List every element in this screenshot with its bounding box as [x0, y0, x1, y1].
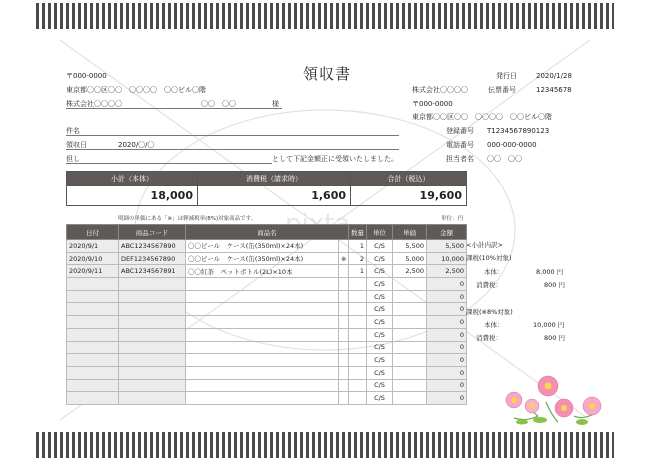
slip-number-label: 伝票番号	[488, 86, 516, 94]
issue-date-label: 発行日	[496, 72, 517, 80]
summary-10-body-label: 本体：	[484, 268, 504, 276]
col-name: 商品名	[186, 225, 349, 240]
subject-label: 件名	[66, 127, 80, 135]
proviso-underline	[66, 163, 272, 164]
subject-underline	[66, 135, 399, 136]
table-row	[67, 278, 467, 291]
table-cell	[186, 354, 339, 367]
received-text: として下記金額正に受領いたしました。	[272, 155, 398, 163]
table-cell: C/S	[367, 290, 393, 303]
table-cell	[186, 379, 339, 392]
table-cell: C/S	[367, 379, 393, 392]
table-cell: ※	[339, 252, 349, 265]
col-date: 日付	[67, 225, 119, 240]
table-cell	[119, 303, 186, 316]
summary-heading: <小計内訳>	[466, 241, 503, 249]
proviso-label: 但し	[66, 155, 80, 163]
table-cell: 0	[427, 366, 467, 379]
table-cell: 2020/9/1	[67, 240, 119, 253]
summary-8-body: 10,000 円	[533, 321, 565, 329]
receipt-date-label: 領収日	[66, 141, 87, 149]
table-cell	[393, 366, 427, 379]
table-cell	[339, 265, 349, 278]
table-cell	[67, 278, 119, 291]
recipient-address: 東京都〇〇区〇〇 〇〇〇〇 〇〇ビル〇階	[66, 86, 206, 94]
table-cell	[67, 328, 119, 341]
table-cell	[339, 316, 349, 329]
registration-number: T1234567890123	[487, 127, 550, 135]
recipient-underline	[66, 108, 282, 109]
table-cell: ABC1234567890	[119, 240, 186, 253]
table-cell	[186, 341, 339, 354]
recipient-honorific: 様	[272, 100, 279, 108]
table-cell	[67, 366, 119, 379]
registration-label: 登録番号	[446, 127, 474, 135]
table-cell: C/S	[367, 392, 393, 405]
table-cell	[339, 341, 349, 354]
table-row	[67, 341, 467, 354]
table-cell: C/S	[367, 265, 393, 278]
table-cell	[119, 392, 186, 405]
table-cell	[119, 278, 186, 291]
table-cell	[186, 303, 339, 316]
table-row	[67, 379, 467, 392]
table-cell: 0	[427, 328, 467, 341]
table-cell	[349, 328, 367, 341]
slip-number: 12345678	[536, 86, 572, 94]
summary-8-body-label: 本体：	[484, 321, 504, 329]
table-cell: 〇〇ビール ケース(缶(350ml)×24本)	[186, 240, 339, 253]
table-cell	[119, 354, 186, 367]
table-cell: C/S	[367, 354, 393, 367]
table-cell: DEF1234567890	[119, 252, 186, 265]
table-cell	[67, 290, 119, 303]
table-cell	[119, 290, 186, 303]
recipient-person: 〇〇 〇〇	[201, 100, 236, 108]
table-cell	[119, 316, 186, 329]
top-stripe-band	[36, 3, 614, 29]
table-cell: 0	[427, 379, 467, 392]
table-cell: C/S	[367, 341, 393, 354]
items-table	[66, 224, 467, 405]
summary-8-heading: 課税(※8%対象)	[466, 308, 513, 316]
table-cell	[339, 379, 349, 392]
table-cell	[339, 278, 349, 291]
table-cell	[393, 392, 427, 405]
table-cell: 0	[427, 303, 467, 316]
table-cell	[186, 392, 339, 405]
table-row	[67, 265, 467, 278]
table-cell	[349, 316, 367, 329]
table-cell: 〇〇紅茶 ペットボトル(2L)×10本	[186, 265, 339, 278]
table-cell: 10,000	[427, 252, 467, 265]
table-cell: 2020/9/11	[67, 265, 119, 278]
totals-table	[66, 171, 467, 206]
col-price: 単価	[393, 225, 427, 240]
table-row	[67, 252, 467, 265]
staff-name: 〇〇 〇〇	[487, 155, 522, 163]
table-cell: C/S	[367, 278, 393, 291]
table-cell: 0	[427, 341, 467, 354]
table-cell	[186, 278, 339, 291]
table-cell	[119, 366, 186, 379]
summary-8-tax-label: 消費税：	[476, 334, 502, 342]
table-cell: 0	[427, 354, 467, 367]
table-cell	[67, 392, 119, 405]
table-cell: 2,500	[393, 265, 427, 278]
bottom-stripe-band	[36, 432, 614, 458]
table-cell: 0	[427, 290, 467, 303]
table-cell: ABC1234567891	[119, 265, 186, 278]
table-cell	[339, 290, 349, 303]
issuer-postal: 〒000-0000	[412, 100, 453, 108]
table-cell	[67, 354, 119, 367]
table-cell	[339, 366, 349, 379]
table-row	[67, 328, 467, 341]
table-row	[67, 366, 467, 379]
table-cell: 5,500	[393, 240, 427, 253]
phone-label: 電話番号	[446, 141, 474, 149]
tax-header: 消費税（請求時）	[198, 172, 351, 186]
table-cell: 2,500	[427, 265, 467, 278]
table-row	[67, 316, 467, 329]
table-cell	[393, 303, 427, 316]
table-cell: C/S	[367, 366, 393, 379]
table-row	[67, 290, 467, 303]
table-row	[67, 392, 467, 405]
table-cell	[349, 354, 367, 367]
table-cell	[393, 290, 427, 303]
table-cell: C/S	[367, 303, 393, 316]
table-cell: C/S	[367, 316, 393, 329]
table-cell	[186, 290, 339, 303]
table-cell	[186, 328, 339, 341]
receipt-date-underline	[66, 149, 399, 150]
table-cell	[393, 354, 427, 367]
table-cell	[119, 379, 186, 392]
table-cell	[339, 354, 349, 367]
table-cell: 0	[427, 278, 467, 291]
grand-total-header: 合計（税込）	[351, 172, 467, 186]
table-row	[67, 354, 467, 367]
table-cell: 0	[427, 316, 467, 329]
table-cell	[349, 290, 367, 303]
table-cell	[186, 316, 339, 329]
table-cell	[393, 328, 427, 341]
page-title: 領収書	[303, 65, 352, 83]
tax-value: 1,600	[198, 186, 351, 206]
table-cell: 5,500	[427, 240, 467, 253]
col-unit: 単位	[367, 225, 393, 240]
table-cell	[67, 316, 119, 329]
table-cell	[393, 316, 427, 329]
phone-number: 000-000-0000	[487, 141, 537, 149]
table-cell: 5,000	[393, 252, 427, 265]
table-cell	[349, 303, 367, 316]
table-cell	[339, 328, 349, 341]
issuer-address: 東京都〇〇区〇〇 〇〇〇〇 〇〇ビル〇階	[412, 113, 552, 121]
col-amount: 金額	[427, 225, 467, 240]
table-cell	[349, 341, 367, 354]
subtotal-header: 小計（本体）	[67, 172, 198, 186]
table-cell	[119, 341, 186, 354]
table-cell: 1	[349, 265, 367, 278]
table-cell	[339, 392, 349, 405]
col-qty: 数量	[349, 225, 367, 240]
table-cell: 0	[427, 392, 467, 405]
summary-10-tax: 800 円	[544, 281, 565, 289]
table-cell	[349, 366, 367, 379]
table-cell: 2	[349, 252, 367, 265]
table-cell: 〇〇ビール ケース(缶(350ml)×24本)	[186, 252, 339, 265]
table-cell	[349, 278, 367, 291]
table-cell: C/S	[367, 252, 393, 265]
flower-decoration-icon	[486, 372, 616, 430]
table-cell	[67, 379, 119, 392]
table-cell	[339, 240, 349, 253]
table-cell: C/S	[367, 328, 393, 341]
table-cell	[349, 379, 367, 392]
summary-10-body: 8,000 円	[536, 268, 564, 276]
table-cell	[349, 392, 367, 405]
table-cell	[393, 379, 427, 392]
issuer-company: 株式会社〇〇〇〇	[412, 86, 468, 94]
table-cell	[339, 303, 349, 316]
summary-10-heading: 課税(10%対象)	[466, 254, 512, 262]
table-cell	[393, 341, 427, 354]
summary-8-tax: 800 円	[544, 334, 565, 342]
reduced-tax-note: 明細の単価にある「※」は軽減税率(8%)対象商品です。	[118, 216, 257, 222]
table-cell: C/S	[367, 240, 393, 253]
table-cell	[119, 328, 186, 341]
subtotal-value: 18,000	[67, 186, 198, 206]
unit-note: 単位：円	[441, 216, 464, 222]
staff-label: 担当者名	[446, 155, 474, 163]
col-code: 商品コード	[119, 225, 186, 240]
issue-date: 2020/1/28	[536, 72, 572, 80]
table-cell	[67, 303, 119, 316]
grand-total-value: 19,600	[351, 186, 467, 206]
table-cell	[186, 366, 339, 379]
recipient-company: 株式会社〇〇〇〇	[66, 100, 122, 108]
receipt-date: 2020/〇/〇	[118, 141, 155, 149]
table-row	[67, 240, 467, 253]
table-cell	[67, 341, 119, 354]
table-cell	[393, 278, 427, 291]
table-cell: 2020/9/10	[67, 252, 119, 265]
summary-10-tax-label: 消費税：	[476, 281, 502, 289]
recipient-postal: 〒000-0000	[66, 72, 107, 80]
table-row	[67, 303, 467, 316]
table-cell: 1	[349, 240, 367, 253]
